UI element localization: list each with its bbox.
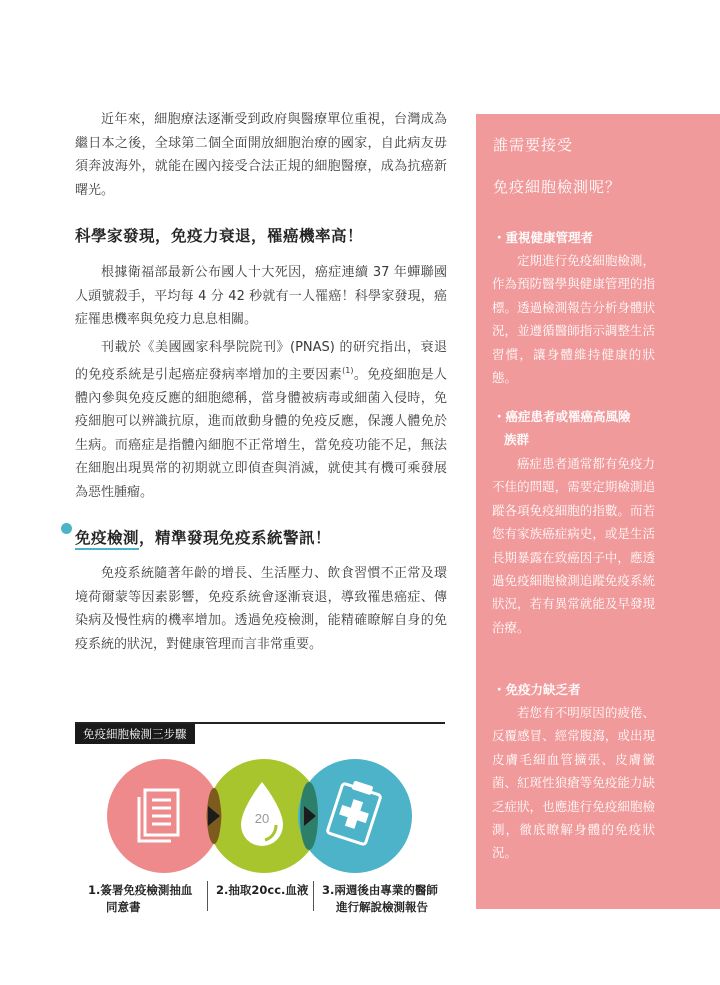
step3-caption-line2: 進行解說檢測報告	[336, 900, 428, 914]
step-divider-1	[207, 881, 208, 911]
step2-caption: 2.抽取20cc.血液	[216, 883, 309, 897]
blood-drop-number: 20	[254, 811, 270, 826]
section2-heading-rest: ，精準發現免疫系統警訊！	[139, 529, 332, 548]
sidebar-title-line1: 誰需要接受	[493, 136, 574, 154]
step-divider-2	[313, 881, 314, 911]
step1-caption-line2: 同意書	[106, 900, 141, 914]
section1-paragraph-1: 根據衛福部最新公布國人十大死因，癌症連續 37 年蟬聯國人頭號殺手，平均每 4 分 42 秒就有一人罹癌！科學家發現，癌症罹患機率與免疫力息息相關。	[75, 265, 447, 327]
reference-marker: (1)	[342, 366, 354, 375]
intro-paragraph: 近年來，細胞療法逐漸受到政府與醫療單位重視，台灣成為繼日本之後，全球第二個全面開放細胞治療的國家，自此病友毋須奔波海外，就能在國內接受合法正規的細胞醫療，成為抗癌新曙光。	[75, 112, 447, 198]
step1-caption	[88, 882, 192, 916]
section1-paragraph-2-text-b: 。免疫細胞是人體內參與免疫反應的細胞總稱，當身體被病毒或細菌入侵時，免疫細胞可以辨識抗原，進而啟動身體的免疫反應，保護人體免於生病。而癌症是指體內細胞不正常增生，當免疫功能不足，無法在細胞出現異常的初期就立即偵查與消滅，就使其有機可乘發展為惡性腫瘤。	[75, 367, 447, 500]
section1-heading: 科學家發現，免疫力衰退，罹癌機率高！	[75, 227, 364, 245]
section1-paragraph-2-text-a: 刊載於《美國國家科學院院刊》(PNAS) 的研究指出，衰退的免疫系統是引起癌症發病率增加的主要因素	[75, 339, 447, 383]
step3-caption	[322, 882, 438, 916]
step3-caption-line1: 3.兩週後由專業的醫師	[322, 883, 438, 897]
sidebar-item-2-body: 癌症患者通常都有免疫力不佳的問題，需要定期檢測追蹤各項免疫細胞的指數。而若您有家族癌症病史，或是生活長期暴露在致癌因子中，應透過免疫細胞檢測追蹤免疫系統狀況，若有異常就能及早發現治療。	[492, 456, 655, 635]
sidebar-title-line2: 免疫細胞檢測呢？	[493, 178, 622, 196]
step1-caption-line1: 1.簽署免疫檢測抽血	[88, 883, 193, 897]
sidebar-panel	[476, 114, 720, 909]
sidebar-item-3-body: 若您有不明原因的疲倦、反覆感冒、經常腹瀉，或出現皮膚毛細血管擴張、皮膚黴菌、紅斑性狼瘡等免疫能力缺乏症狀，也應進行免疫細胞檢測，徹底瞭解身體的免疫狀況。	[492, 705, 655, 861]
sidebar-item-2-heading-line2: 族群	[504, 432, 530, 447]
steps-label: 免疫細胞檢測三步驟	[75, 724, 195, 744]
section2-paragraph: 免疫系統隨著年齡的增長、生活壓力、飲食習慣不正常及環境荷爾蒙等因素影響，免疫系統會逐漸衰退，導致罹患癌症、傳染病及慢性病的機率增加。透過免疫檢測，能精確瞭解自身的免疫系統的狀況，對健康管理而言非常重要。	[75, 566, 447, 652]
sidebar-item-3-heading: ・免疫力缺乏者	[493, 682, 581, 697]
section2-heading-highlight: 免疫檢測	[75, 529, 139, 550]
sidebar-item-1-heading: ・重視健康管理者	[493, 230, 594, 245]
sidebar-item-2-heading-line1: ・癌症患者或罹癌高風險	[493, 409, 631, 424]
sidebar-item-1-body: 定期進行免疫細胞檢測，作為預防醫學與健康管理的指標。透過檢測報告分析身體狀況，並遵循醫師指示調整生活習慣，讓身體維持健康的狀態。	[492, 253, 655, 386]
